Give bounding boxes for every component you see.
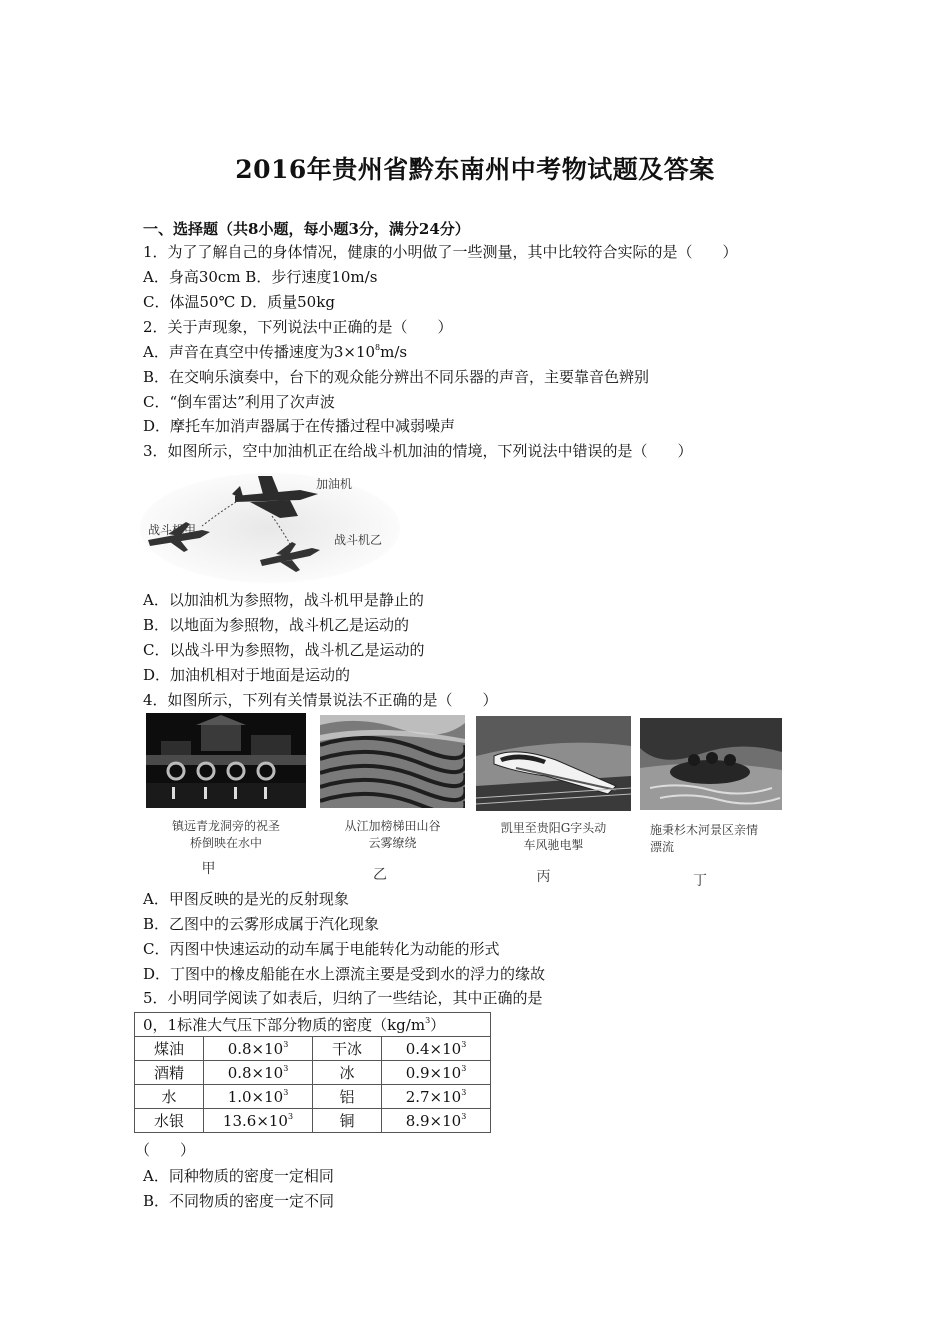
q4-option-b: B．乙图中的云雾形成属于汽化现象 <box>143 915 380 933</box>
label-tanker: 加油机 <box>316 477 353 491</box>
q2-option-d: D．摩托车加消声器属于在传播过程中减弱噪声 <box>143 417 456 435</box>
table-cell: $0.8\times 10^3$ <box>204 1061 313 1085</box>
photo-terraces <box>320 715 465 808</box>
table-header-row <box>135 1013 491 1037</box>
label-bing: 丙 <box>536 869 551 885</box>
table-cell: $13.6\times 10^3$ <box>204 1109 313 1133</box>
q3-option-b: B．以地面为参照物，战斗机乙是运动的 <box>143 616 410 634</box>
table-caption: 0，1标准大气压下部分物质的密度$(kg/m^3)$ <box>135 1013 491 1037</box>
label-fighter-a: 战斗机甲 <box>148 523 197 537</box>
q1-stem: 1．为了了解自己的身体情况，健康的小明做了一些测量，其中比较符合实际的是（ ） <box>143 243 738 261</box>
q5-option-b: B．不同物质的密度一定不同 <box>143 1192 335 1210</box>
q2-option-c: C．“倒车雷达”利用了次声波 <box>143 393 335 411</box>
q3-option-c: C．以战斗甲为参照物，战斗机乙是运动的 <box>143 641 425 659</box>
q1-options-ab: A．身高30cm B．步行速度10m/s <box>143 268 378 286</box>
table-row <box>135 1037 491 1061</box>
table-cell: 冰 <box>313 1061 382 1085</box>
table-cell: $8.9\times 10^3$ <box>382 1109 491 1133</box>
table-cell: $0.9\times 10^3$ <box>382 1061 491 1085</box>
caption-bing: 凯里至贵阳G字头动 车风驰电掣 <box>500 821 607 852</box>
label-ding: 丁 <box>693 873 707 889</box>
q5-answer-paren: （ ） <box>135 1141 196 1159</box>
table-cell: 水银 <box>135 1109 204 1133</box>
table-row <box>135 1061 491 1085</box>
q4-stem: 4．如图所示，下列有关情景说法不正确的是（ ） <box>143 691 498 709</box>
q2-option-a: A．声音在真空中传播速度为$3\times 10^8m/s$ <box>143 343 408 361</box>
q1-options-cd: C．体温50℃ D．质量50kg <box>143 293 335 311</box>
photo-rafting <box>640 718 782 810</box>
table-cell: $2.7\times 10^3$ <box>382 1085 491 1109</box>
label-yi: 乙 <box>373 867 387 883</box>
photo-train <box>476 716 631 811</box>
table-row <box>135 1109 491 1133</box>
table-cell: 酒精 <box>135 1061 204 1085</box>
table-cell: 铜 <box>313 1109 382 1133</box>
q5-option-a: A．同种物质的密度一定相同 <box>143 1167 334 1185</box>
table-cell: 煤油 <box>135 1037 204 1061</box>
q4-option-a: A．甲图反映的是光的反射现象 <box>143 890 349 908</box>
table-cell: 干冰 <box>313 1037 382 1061</box>
q2-stem: 2．关于声现象，下列说法中正确的是（ ） <box>143 318 453 336</box>
caption-jia: 镇远青龙洞旁的祝圣 桥倒映在水中 <box>171 819 280 850</box>
q3-option-d: D．加油机相对于地面是运动的 <box>143 666 351 684</box>
section-heading: 一、选择题（共8小题，每小题3分，满分24分） <box>143 220 470 238</box>
density-table <box>134 1012 491 1133</box>
label-jia: 甲 <box>201 861 216 877</box>
q4-option-d: D．丁图中的橡皮船能在水上漂流主要是受到水的浮力的缘故 <box>143 965 546 983</box>
q2-option-b: B．在交响乐演奏中，台下的观众能分辨出不同乐器的声音，主要靠音色辨别 <box>143 368 650 386</box>
table-cell: 铝 <box>313 1085 382 1109</box>
q3-stem: 3．如图所示，空中加油机正在给战斗机加油的情境，下列说法中错误的是（ ） <box>143 442 693 460</box>
table-cell: 水 <box>135 1085 204 1109</box>
label-fighter-b: 战斗机乙 <box>334 533 383 547</box>
photo-bridge <box>146 713 306 808</box>
table-cell: $0.4\times 10^3$ <box>382 1037 491 1061</box>
q5-stem: 5．小明同学阅读了如表后，归纳了一些结论，其中正确的是 <box>143 989 543 1007</box>
caption-ding: 施秉杉木河景区亲情 漂流 <box>650 823 759 854</box>
page-title: 2016年贵州省黔东南州中考物试题及答案 <box>235 155 715 184</box>
caption-yi: 从江加榜梯田山谷 云雾缭绕 <box>344 819 441 850</box>
table-row <box>135 1085 491 1109</box>
refueling-figure <box>140 468 400 583</box>
table-cell: $1.0\times 10^3$ <box>204 1085 313 1109</box>
q4-option-c: C．丙图中快速运动的动车属于电能转化为动能的形式 <box>143 940 500 958</box>
q3-option-a: A．以加油机为参照物，战斗机甲是静止的 <box>143 591 424 609</box>
table-cell: $0.8\times 10^3$ <box>204 1037 313 1061</box>
